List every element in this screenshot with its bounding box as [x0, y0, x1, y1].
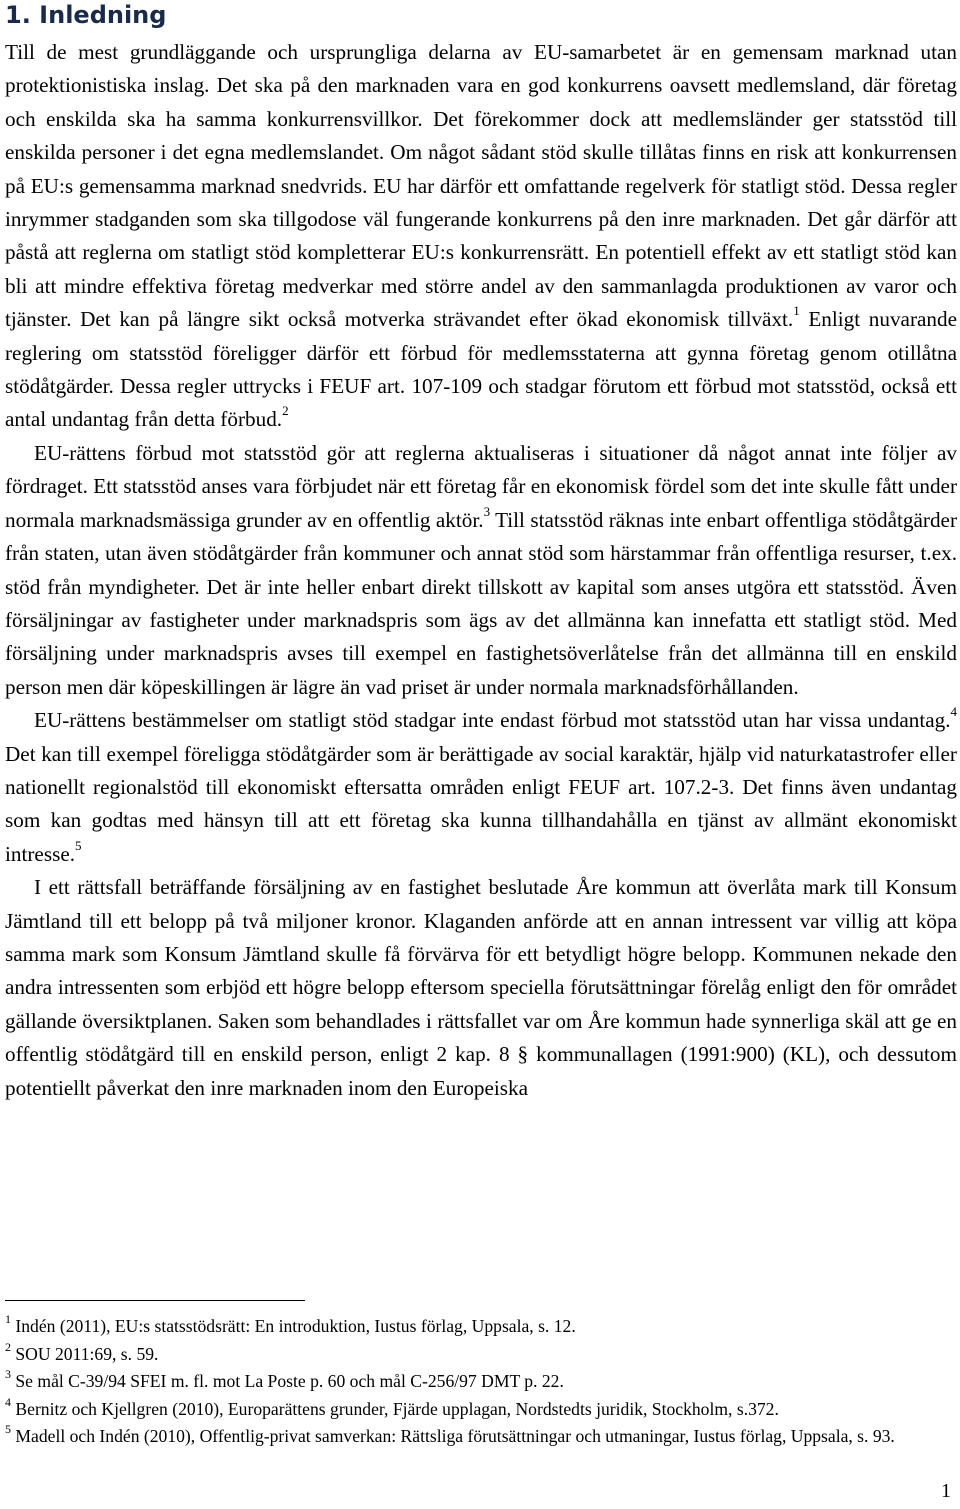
footnote-text: Madell och Indén (2010), Offentlig-privat samverkan: Rättsliga förutsättningar och utmaningar, Iustus förlag, Uppsala, s. 93. [11, 1426, 895, 1446]
footnote [5, 1423, 955, 1451]
footnote-separator [5, 1300, 305, 1301]
footnote-reference: 2 [282, 403, 289, 419]
footnote [5, 1341, 955, 1369]
paragraph-text: Det kan till exempel föreligga stödåtgärder som är berättigade av social karaktär, hjälp vid naturkatastrofer eller nationellt regionalstöd till ekonomiskt eftersatta områden enligt FEUF art. 107.2-3. Det finns även undantag som kan godtas med hänsyn till att ett företag ska kunna tillhandahålla en tjänst av allmänt ekonomiskt intresse. [5, 741, 957, 866]
footnote-text: Se mål C-39/94 SFEI m. fl. mot La Poste p. 60 och mål C-256/97 DMT p. 22. [11, 1371, 564, 1391]
section-heading: 1. Inledning [5, 1, 167, 29]
footnotes [5, 1300, 955, 1451]
footnote-text: Bernitz och Kjellgren (2010), Europarättens grunder, Fjärde upplagan, Nordstedts juridik, Stockholm, s.372. [11, 1398, 779, 1419]
paragraph-text: Enligt nuvarande reglering om statsstöd föreligger därför ett förbud för medlemsstaterna att gynna företag genom otillåtna stödåtgärder. Dessa regler uttrycks i FEUF art. 107-109 och stadgar förutom ett förbud mot statsstöd, också ett antal undantag från detta förbud. [5, 307, 957, 432]
page-number: 1 [941, 1480, 951, 1502]
footnote-number: 5 [5, 1422, 11, 1437]
body-text [5, 36, 957, 1105]
footnote-list [5, 1313, 955, 1451]
paragraph-text: Till de mest grundläggande och ursprungliga delarna av EU-samarbetet är en gemensam marknad utan protektionistiska inslag. Det ska på den marknaden vara en god konkurrens oavsett medlemsland, där företag och enskilda ska ha samma konkurrensvillkor. Det förekommer dock att medlemsländer ger statsstöd till enskilda personer i det egna medlemslandet. Om något sådant stöd skulle tillåtas finns en risk att konkurrensen på EU:s gemensamma marknad snedvrids. EU har därför ett omfattande regelverk för statligt stöd. Dessa regler inrymmer stadganden som ska tillgodose väl fungerande konkurrens på den inre marknaden. Det går därför att påstå att reglerna om statligt stöd kompletterar EU:s konkurrensrätt. En potentiell effekt av ett statligt stöd kan bli att mindre effektiva företag medverkar med större andel av den sammanlagda produktionen av varor och tjänster. Det kan på längre sikt också motverka strävandet efter ökad ekonomisk tillväxt. [5, 40, 957, 332]
footnote-number: 1 [5, 1312, 11, 1327]
paragraph-text: Till statsstöd räknas inte enbart offentliga stödåtgärder från staten, utan även stödåtgärder från kommuner och annat stöd som härstammar från offentliga resurser, t.ex. stöd från myndigheter. Det är inte heller enbart direkt tillskott av kapital som anses utgöra ett statsstöd. Även försäljningar av fastigheter under marknadspris som ägs av det allmänna kan innefatta ett statligt stöd. Med försäljning under marknadspris avses till exempel en fastighetsöverlåtelse från det allmänna till en enskild person men där köpeskillingen är lägre än vad priset är under normala marknadsförhållanden. [5, 507, 957, 699]
paragraph [5, 36, 957, 437]
footnote [5, 1313, 955, 1341]
footnote-reference: 5 [75, 837, 82, 853]
paragraph-text: EU-rättens bestämmelser om statligt stöd stadgar inte endast förbud mot statsstöd utan har vissa undantag. [34, 708, 951, 733]
footnote-text: SOU 2011:69, s. 59. [11, 1343, 159, 1364]
footnote-number: 2 [5, 1339, 11, 1354]
paragraph-text: I ett rättsfall beträffande försäljning av en fastighet beslutade Åre kommun att överlåta mark till Konsum Jämtland till ett belopp på två miljoner kronor. Klaganden anförde att en annan intressent var villig att köpa samma mark som Konsum Jämtland skulle få förvärva för ett betydligt högre belopp. Kommunen nekade den andra intressenten som erbjöd ett högre belopp eftersom speciella förutsättningar förelåg enligt den för området gällande översiktplanen. Saken som behandlades i rättsfallet var om Åre kommun hade synnerliga skäl att ge en offentlig stödåtgärd till en enskild person, enligt 2 kap. 8 § kommunallagen (1991:900) (KL), och dessutom potentiellt påverkat den inre marknaden inom den Europeiska [5, 875, 957, 1100]
footnote-reference: 1 [793, 303, 800, 319]
footnote-number: 4 [5, 1394, 11, 1409]
footnote-number: 3 [5, 1367, 11, 1382]
document-page [5, 0, 957, 1105]
paragraph-text: EU-rättens förbud mot statsstöd gör att reglerna aktualiseras i situationer då något annat inte följer av fördraget. Ett statsstöd anses vara förbjudet när ett företag får en ekonomisk fördel som det inte skulle fått under normala marknadsmässiga grunder av en offentlig aktör. [5, 440, 957, 532]
footnote-reference: 3 [483, 503, 491, 519]
paragraph [5, 871, 957, 1105]
footnote [5, 1396, 955, 1424]
paragraph [5, 437, 957, 704]
footnote-text: Indén (2011), EU:s statsstödsrätt: En introduktion, Iustus förlag, Uppsala, s. 12. [11, 1316, 576, 1336]
footnote-reference: 4 [950, 704, 957, 720]
paragraph [5, 704, 957, 871]
footnote [5, 1368, 955, 1396]
